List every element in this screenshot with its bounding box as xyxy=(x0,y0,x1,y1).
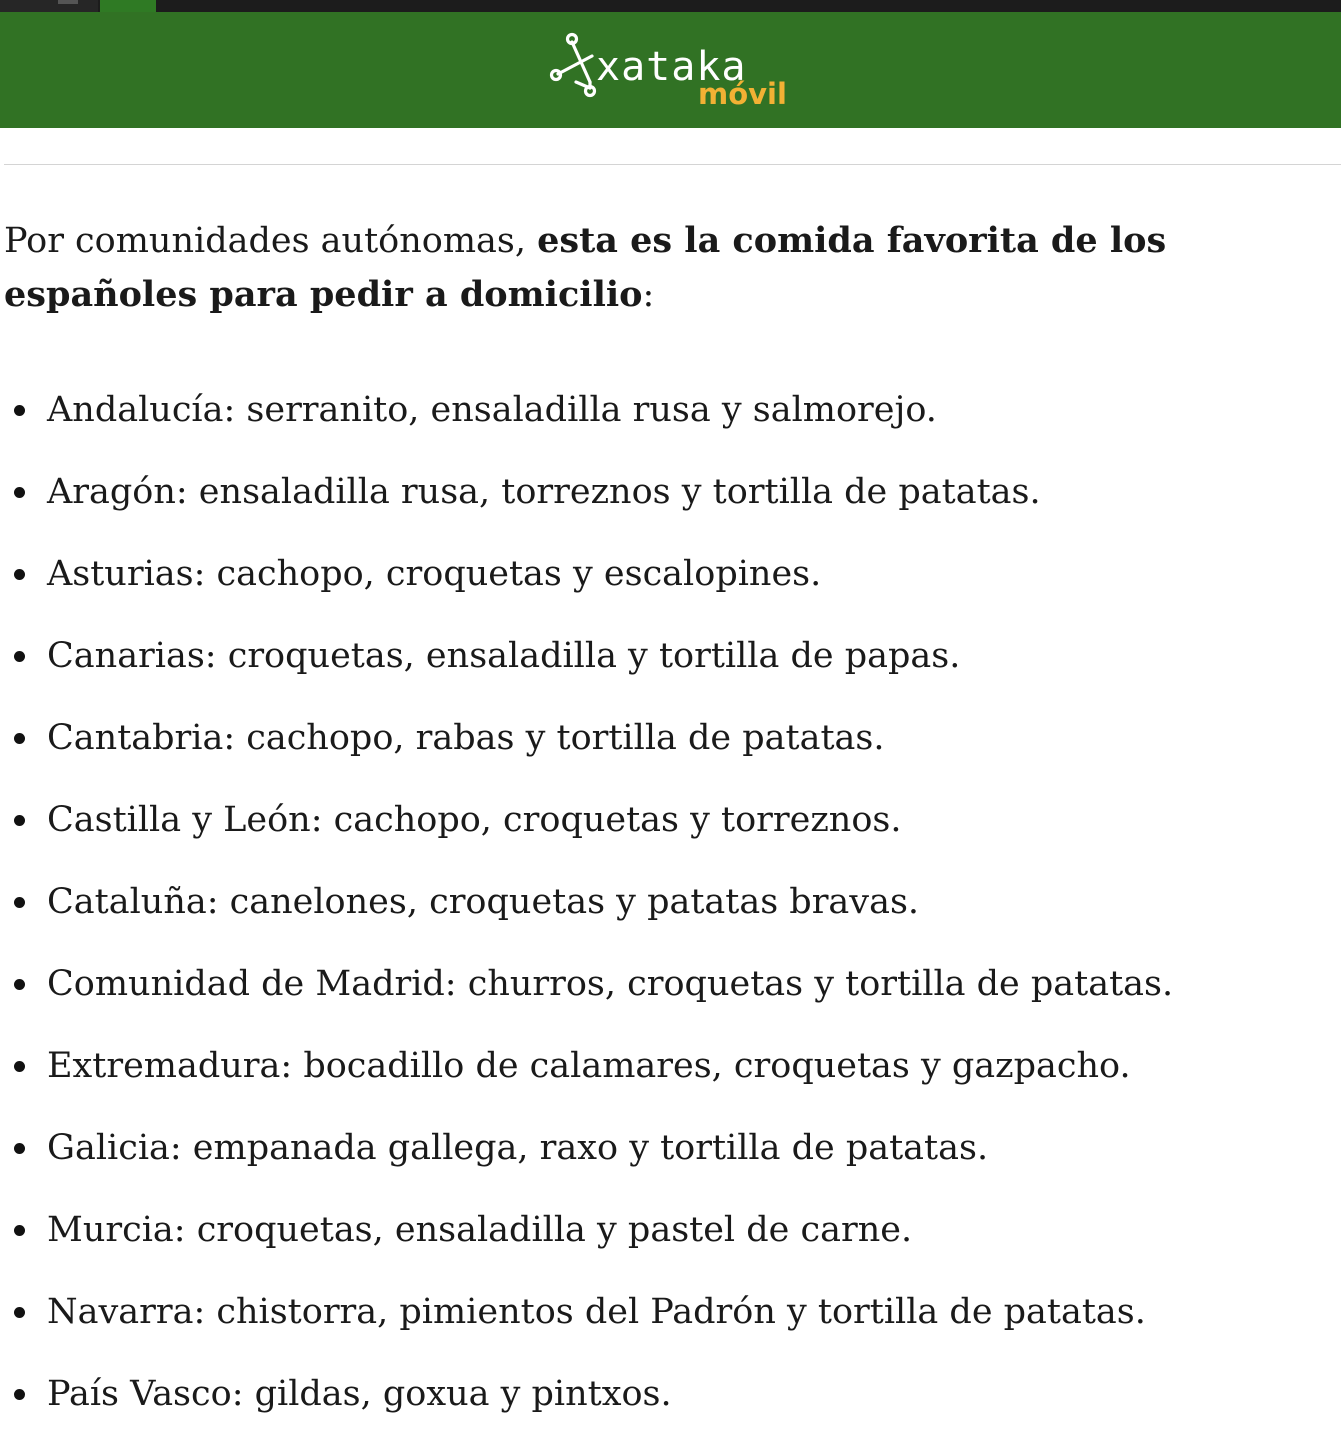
list-item xyxy=(0,546,1341,628)
intro-bold-text: esta es la comida favorita de los españoles para pedir a domicilio xyxy=(4,220,1167,315)
food-by-region-list xyxy=(0,382,1341,1448)
list-item xyxy=(0,1366,1341,1448)
browser-tab-active[interactable] xyxy=(100,0,156,12)
list-item xyxy=(0,1038,1341,1120)
list-item-text: Castilla y León: cachopo, croquetas y torreznos. xyxy=(47,800,902,840)
browser-tab[interactable] xyxy=(0,0,98,12)
xataka-movil-logo[interactable] xyxy=(548,32,798,122)
list-item-text: Navarra: chistorra, pimientos del Padrón y tortilla de patatas. xyxy=(47,1292,1146,1332)
bullet-icon xyxy=(14,1225,25,1236)
list-item-text: Extremadura: bocadillo de calamares, croquetas y gazpacho. xyxy=(47,1046,1131,1086)
bullet-icon xyxy=(14,1307,25,1318)
bullet-icon xyxy=(14,1143,25,1154)
bullet-icon xyxy=(14,487,25,498)
list-item-text: Canarias: croquetas, ensaladilla y tortilla de papas. xyxy=(47,636,961,676)
list-item-text: Asturias: cachopo, croquetas y escalopines. xyxy=(47,554,822,594)
list-item-text: Murcia: croquetas, ensaladilla y pastel de carne. xyxy=(47,1210,913,1250)
logo-sub-text: móvil xyxy=(698,77,787,111)
logo-main-text: xataka xyxy=(596,44,747,90)
list-item xyxy=(0,956,1341,1038)
list-item xyxy=(0,464,1341,546)
list-item xyxy=(0,792,1341,874)
intro-text: Por comunidades autónomas, xyxy=(4,221,538,261)
bullet-icon xyxy=(14,897,25,908)
list-item-text: País Vasco: gildas, goxua y pintxos. xyxy=(47,1374,672,1414)
bullet-icon xyxy=(14,1061,25,1072)
list-item-text: Aragón: ensaladilla rusa, torreznos y tortilla de patatas. xyxy=(47,472,1041,512)
browser-tab-strip xyxy=(0,0,1341,12)
bullet-icon xyxy=(14,651,25,662)
bullet-icon xyxy=(14,815,25,826)
article-intro xyxy=(4,214,1341,322)
list-item xyxy=(0,874,1341,956)
intro-colon: : xyxy=(642,275,655,315)
list-item xyxy=(0,1284,1341,1366)
list-item xyxy=(0,1120,1341,1202)
header-divider xyxy=(4,164,1341,165)
list-item-text: Andalucía: serranito, ensaladilla rusa y salmorejo. xyxy=(47,390,937,430)
list-item xyxy=(0,710,1341,792)
bullet-icon xyxy=(14,569,25,580)
bullet-icon xyxy=(14,979,25,990)
list-item-text: Cantabria: cachopo, rabas y tortilla de patatas. xyxy=(47,718,885,758)
site-header xyxy=(0,12,1341,128)
bullet-icon xyxy=(14,405,25,416)
bullet-icon xyxy=(14,733,25,744)
list-item-text: Galicia: empanada gallega, raxo y tortilla de patatas. xyxy=(47,1128,989,1168)
list-item-text: Comunidad de Madrid: churros, croquetas y tortilla de patatas. xyxy=(47,964,1174,1004)
list-item-text: Cataluña: canelones, croquetas y patatas bravas. xyxy=(47,882,920,922)
list-item xyxy=(0,1202,1341,1284)
list-item xyxy=(0,382,1341,464)
list-item xyxy=(0,628,1341,710)
bullet-icon xyxy=(14,1389,25,1400)
